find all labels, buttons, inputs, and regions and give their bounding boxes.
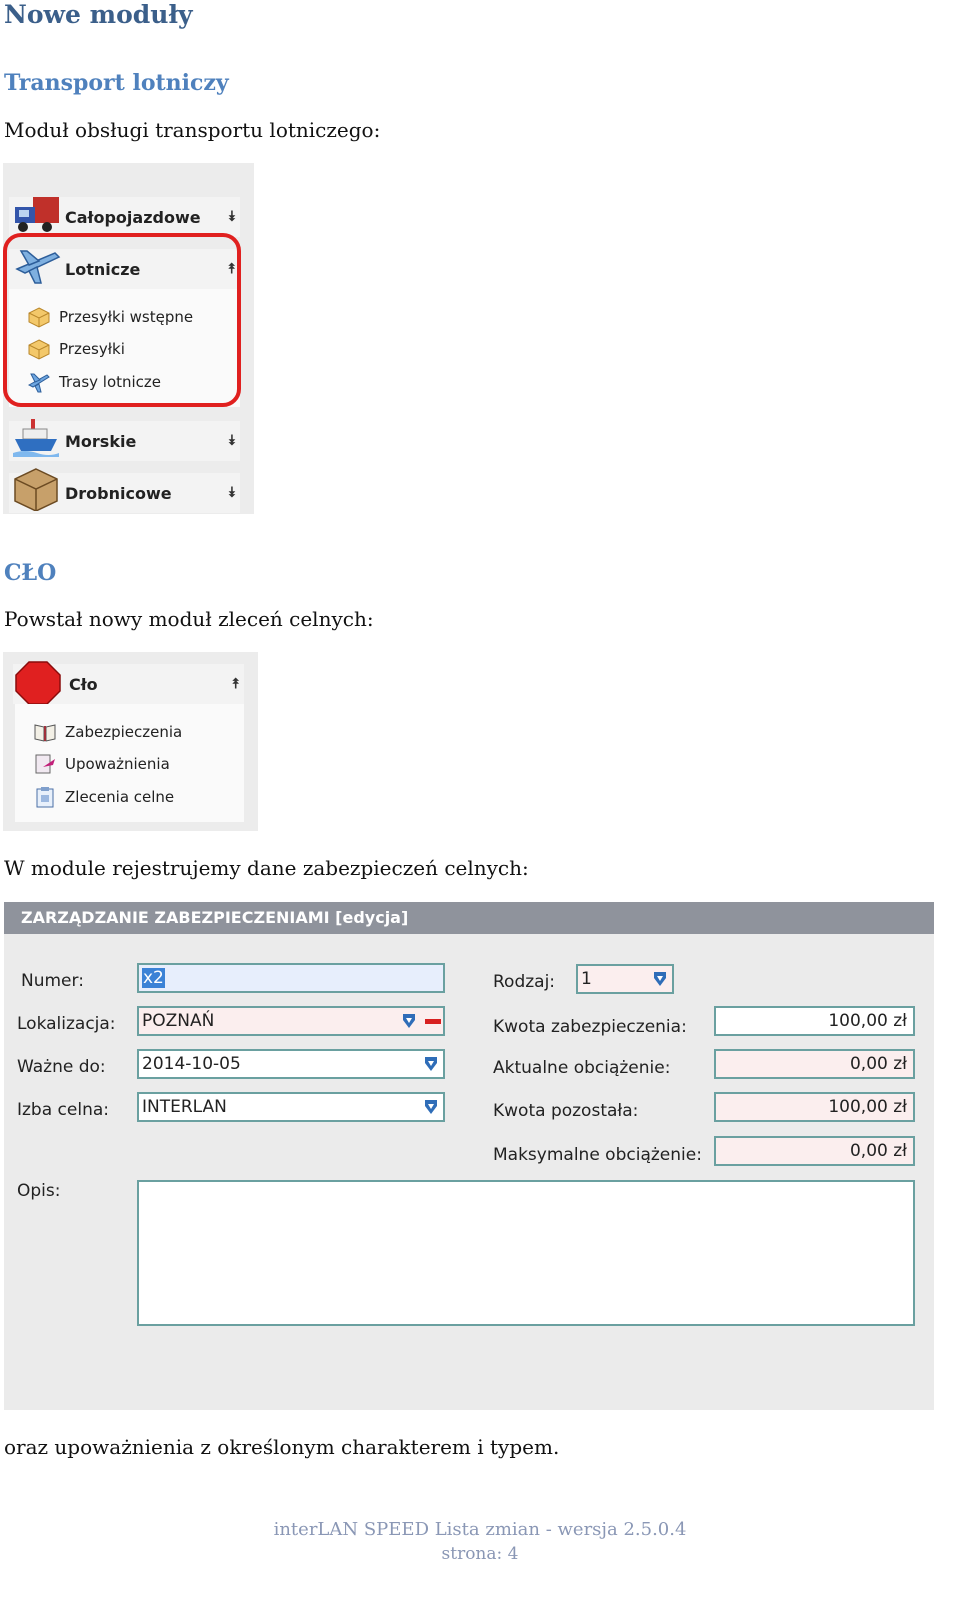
truck-icon — [11, 191, 61, 235]
ship-icon — [11, 415, 61, 459]
nav-item-label: Zlecenia celne — [65, 788, 175, 806]
number-input[interactable]: x2 — [137, 963, 445, 993]
stop-sign-icon — [13, 660, 63, 704]
signed-document-icon — [33, 753, 57, 775]
label-guarantee-amount: Kwota zabezpieczenia: — [493, 1017, 687, 1037]
nav-item-label: Przesyłki — [59, 340, 125, 358]
nav-category-full-truck[interactable] — [9, 197, 240, 237]
dropdown-arrow-icon[interactable] — [421, 1053, 441, 1075]
chevron-double-down-icon[interactable]: ⯯ — [227, 485, 236, 501]
label-location: Lokalizacja: — [17, 1014, 116, 1034]
guarantee-amount-input[interactable]: 100,00 zł — [714, 1006, 915, 1036]
dropdown-arrow-icon[interactable] — [421, 1096, 441, 1118]
nav-item-label: Przesyłki wstępne — [59, 308, 194, 326]
nav-panel-transport — [3, 163, 254, 514]
chevron-double-down-icon[interactable]: ⯯ — [227, 433, 236, 449]
dropdown-arrow-icon[interactable] — [650, 968, 670, 990]
chevron-double-up-icon[interactable]: ⯭ — [227, 261, 236, 277]
page-heading: Nowe moduły — [4, 0, 193, 29]
label-valid-until: Ważne do: — [17, 1057, 106, 1077]
nav-item-label: Trasy lotnicze — [59, 373, 162, 391]
nav-item-customs-orders[interactable] — [33, 783, 174, 811]
chevron-double-down-icon[interactable]: ⯯ — [227, 209, 236, 225]
nav-item-guarantees[interactable] — [33, 718, 182, 746]
section-title-customs: CŁO — [4, 560, 57, 586]
chevron-double-up-icon[interactable]: ⯭ — [231, 676, 240, 692]
remaining-amount-value: 100,00 zł — [714, 1092, 915, 1122]
location-select[interactable] — [137, 1006, 445, 1036]
customs-office-select[interactable] — [137, 1092, 445, 1122]
clear-icon[interactable] — [423, 1010, 443, 1032]
nav-item-authorizations[interactable] — [33, 750, 170, 778]
nav-panel-customs — [3, 652, 258, 831]
label-remaining-amount: Kwota pozostała: — [493, 1101, 639, 1121]
nav-category-label: Morskie — [65, 431, 137, 451]
nav-category-label: Drobnicowe — [65, 483, 172, 503]
section-desc-customs: Powstał nowy moduł zleceń celnych: — [4, 607, 374, 631]
section-title-air: Transport lotniczy — [4, 70, 229, 96]
nav-category-groupage[interactable] — [9, 473, 240, 513]
nav-item-label: Upoważnienia — [65, 755, 170, 773]
description-textarea[interactable] — [137, 1180, 915, 1326]
highlight-ring — [3, 233, 241, 407]
nav-category-sea[interactable] — [9, 421, 240, 461]
clipboard-icon — [33, 786, 57, 808]
nav-category-label: Cło — [69, 674, 98, 694]
label-max-load: Maksymalne obciążenie: — [493, 1145, 702, 1165]
form-title-bar: ZARZĄDZANIE ZABEZPIECZENIAMI [edycja] — [4, 902, 934, 934]
label-customs-office: Izba celna: — [17, 1100, 109, 1120]
valid-until-date-input[interactable] — [137, 1049, 445, 1079]
nav-category-label: Lotnicze — [65, 259, 141, 279]
footer-line-1: interLAN SPEED Lista zmian - wersja 2.5.0.4 — [273, 1519, 687, 1540]
footer-page-number: strona: 4 — [441, 1544, 519, 1564]
nav-item-label: Zabezpieczenia — [65, 723, 183, 741]
current-load-value: 0,00 zł — [714, 1049, 915, 1079]
nav-category-label: Całopojazdowe — [65, 207, 201, 227]
label-description: Opis: — [17, 1181, 61, 1201]
section-desc-air: Moduł obsługi transportu lotniczego: — [4, 118, 381, 142]
nav-category-customs[interactable] — [13, 664, 244, 704]
form-intro: W module rejestrujemy dane zabezpieczeń celnych: — [4, 856, 529, 880]
box-icon — [11, 467, 61, 511]
closing-text: oraz upoważnienia z określonym charakterem i typem. — [4, 1435, 560, 1459]
max-load-value: 0,00 zł — [714, 1136, 915, 1166]
dropdown-arrow-icon[interactable] — [399, 1010, 419, 1032]
label-type: Rodzaj: — [493, 972, 556, 992]
type-select[interactable] — [576, 964, 674, 994]
type-value: 1 — [581, 969, 592, 989]
nav-submenu-customs — [15, 704, 244, 822]
book-icon — [33, 721, 57, 743]
valid-until-value: 2014-10-05 — [142, 1054, 241, 1074]
label-current-load: Aktualne obciążenie: — [493, 1058, 671, 1078]
location-value: POZNAŃ — [142, 1011, 215, 1031]
label-number: Numer: — [21, 971, 84, 991]
customs-office-value: INTERLAN — [142, 1097, 227, 1117]
guarantee-management-form — [4, 902, 934, 1410]
